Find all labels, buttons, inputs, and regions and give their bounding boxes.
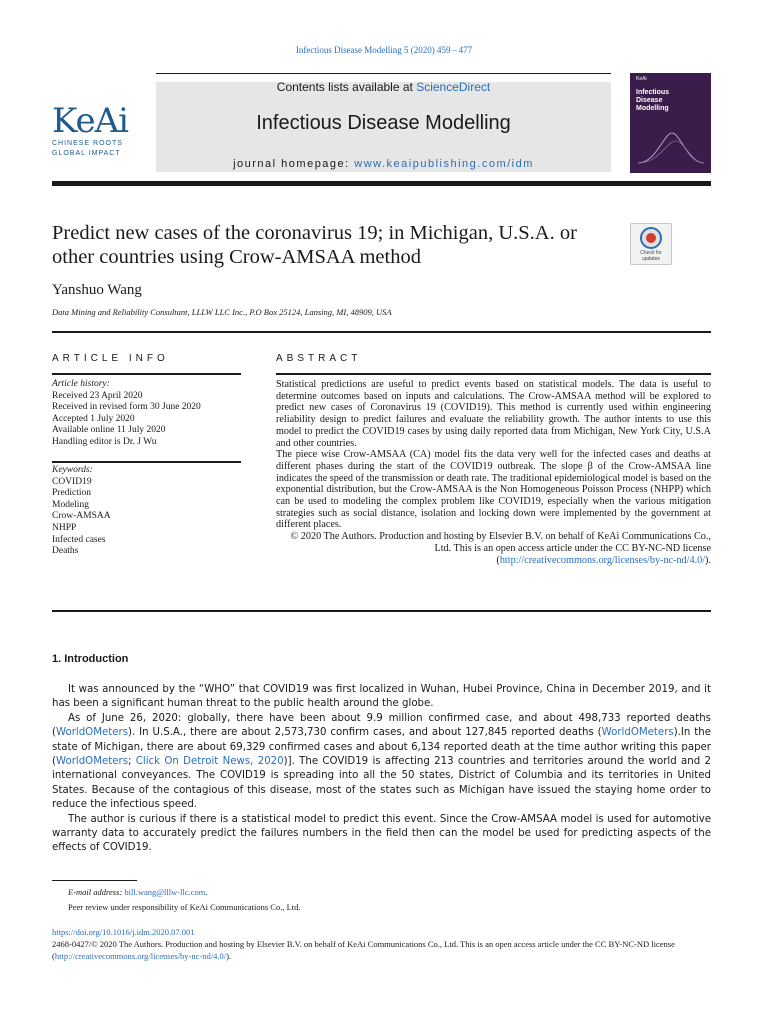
homepage-prefix: journal homepage: bbox=[233, 158, 355, 170]
masthead-top-rule bbox=[156, 73, 611, 74]
section-rule-top bbox=[52, 331, 711, 333]
article-title: Predict new cases of the coronavirus 19; in Michigan, U.S.A. or other countries using Crow-AMSAA method bbox=[52, 222, 577, 268]
journal-homepage bbox=[156, 158, 611, 170]
cover-title-line-1: Infectious bbox=[636, 89, 670, 96]
history-item: Handling editor is Dr. J Wu bbox=[52, 436, 157, 447]
logo-wordmark: KeAi bbox=[52, 101, 129, 141]
introduction-body bbox=[52, 683, 711, 856]
worldometers-link-2[interactable]: WorldOMeters bbox=[601, 727, 674, 739]
issn-text: 2468-0427/© 2020 The Authors. Production and hosting by Elsevier B.V. on behalf of KeAi Communications Co., Ltd. This is an open access article under the CC BY-NC-ND license ( bbox=[52, 939, 675, 961]
check-updates-icon bbox=[640, 227, 662, 249]
badge-text-line-1: Check for bbox=[640, 250, 662, 256]
p2-text-b: ). In U.S.A., there are about 2,573,730 confirm cases, and about 127,845 reported deaths ( bbox=[128, 727, 602, 739]
history-item: Available online 11 July 2020 bbox=[52, 425, 166, 436]
doi-link[interactable]: https://doi.org/10.1016/j.idm.2020.07.001 bbox=[52, 927, 195, 937]
author-name[interactable]: Yanshuo Wang bbox=[52, 282, 142, 298]
p2-text-d: ; bbox=[128, 756, 136, 768]
logo-tagline-1: CHINESE ROOTS bbox=[52, 140, 123, 147]
worldometers-link-1[interactable]: WorldOMeters bbox=[55, 727, 129, 739]
check-for-updates-badge[interactable] bbox=[630, 223, 672, 265]
journal-title: Infectious Disease Modelling bbox=[256, 112, 511, 134]
keyword-item: Crow-AMSAA bbox=[52, 511, 111, 522]
copyright-text: © 2020 The Authors. Production and hosting by Elsevier B.V. on behalf of KeAi Communications Co., Ltd. This is an open access article under the CC BY-NC-ND license bbox=[290, 531, 711, 554]
p2-text-c: ).In the state of Michigan, there are about 69,329 confirmed cases and about 6,134 reported death at the time author writing this paper ( bbox=[52, 727, 711, 768]
cover-title-line-3: Modelling bbox=[636, 105, 669, 112]
keyword-item: Deaths bbox=[52, 546, 79, 557]
abstract-body bbox=[276, 379, 711, 566]
detroit-news-link[interactable]: Click On Detroit News, 2020 bbox=[135, 756, 284, 768]
contents-prefix: Contents lists available at bbox=[276, 80, 417, 94]
worldometers-link-3[interactable]: WorldOMeters bbox=[55, 756, 129, 768]
history-label: Article history: bbox=[52, 379, 110, 389]
intro-paragraph-2 bbox=[52, 712, 711, 813]
article-info-rule bbox=[52, 373, 241, 375]
cover-title-line-2: Disease bbox=[636, 97, 663, 104]
email-link[interactable]: bill.wang@lllw-llc.com bbox=[124, 887, 206, 897]
abstract-copyright bbox=[276, 531, 711, 566]
cover-curve-graphic bbox=[636, 129, 706, 165]
keywords-label: Keywords: bbox=[52, 465, 93, 475]
license-open: ( bbox=[496, 554, 500, 566]
homepage-link[interactable]: www.keaipublishing.com/idm bbox=[354, 158, 534, 170]
p2-text-e: )]. The COVID19 is affecting 213 countries and territories around the world and 2 international conveyances. The COVID19 is spreading into all the 50 states, District of Columbia and its territories in United States. Because of the contagious of this disease, most of the states such as Michigan have issued the staying home order to reduce the infectious speed. bbox=[52, 756, 712, 811]
abstract-heading: ABSTRACT bbox=[276, 353, 362, 364]
history-item: Received 23 April 2020 bbox=[52, 390, 143, 401]
cover-title bbox=[636, 89, 706, 113]
p2-text-a: As of June 26, 2020: globally, there have been about 9.9 million confirmed case, and about 498,733 reported deaths ( bbox=[52, 712, 711, 739]
article-history bbox=[52, 379, 241, 449]
contents-line bbox=[156, 80, 611, 94]
abstract-rule bbox=[276, 373, 711, 375]
keai-logo bbox=[52, 101, 142, 158]
sciencedirect-link[interactable]: ScienceDirect bbox=[416, 80, 491, 94]
journal-cover[interactable] bbox=[630, 73, 711, 173]
keyword-item: COVID19 bbox=[52, 476, 92, 487]
badge-text-line-2: updates bbox=[642, 256, 660, 262]
cover-brand: KeAi bbox=[636, 76, 647, 82]
email-end: . bbox=[205, 887, 208, 897]
logo-tagline-2: GLOBAL IMPACT bbox=[52, 150, 121, 157]
intro-paragraph-1: It was announced by the “WHO” that COVID19 was first localized in Wuhan, Hubei Province, China in December 2019, and it has been a significant human threat to the public health around the globe. bbox=[52, 684, 711, 710]
section-rule-bottom bbox=[52, 610, 711, 612]
keywords-list bbox=[52, 465, 241, 558]
keyword-item: NHPP bbox=[52, 522, 77, 533]
keyword-item: Modeling bbox=[52, 499, 89, 510]
footer-license-close: ). bbox=[226, 951, 232, 961]
article-info-heading: ARTICLE INFO bbox=[52, 353, 169, 364]
footnote-rule bbox=[52, 880, 137, 881]
history-item: Received in revised form 30 June 2020 bbox=[52, 402, 201, 413]
keyword-item: Infected cases bbox=[52, 534, 106, 545]
email-footnote bbox=[68, 887, 208, 897]
header-thick-rule bbox=[52, 181, 711, 186]
footer-license-link[interactable]: http://creativecommons.org/licenses/by-nc-nd/4.0/ bbox=[54, 951, 227, 961]
intro-paragraph-3: The author is curious if there is a statistical model to predict this event. Since the Crow-AMSAA model is used for automotive warranty data to accurately predict the failures numbers in the field then can the model be used for predicting aspects of the effects of COVID19. bbox=[52, 813, 711, 854]
keyword-item: Prediction bbox=[52, 488, 92, 499]
running-header: Infectious Disease Modelling 5 (2020) 459 – 477 bbox=[295, 45, 473, 55]
license-link[interactable]: http://creativecommons.org/licenses/by-nc-nd/4.0/ bbox=[499, 554, 706, 566]
license-close: ). bbox=[705, 554, 711, 566]
email-label: E-mail address: bbox=[68, 887, 123, 897]
history-item: Accepted 1 July 2020 bbox=[52, 413, 135, 424]
author-affiliation: Data Mining and Reliability Consultant, LLLW LLC Inc., P.O Box 25124, Lansing, MI, 48909, USA bbox=[52, 307, 392, 317]
introduction-heading: 1. Introduction bbox=[52, 653, 129, 665]
keywords-rule bbox=[52, 461, 241, 463]
abstract-paragraph-2: The piece wise Crow-AMSAA (CA) model fits the data very well for the infected cases and deaths at different phases during the start of the COVID19 outbreak. The slope β of the Crow-AMSAA line indicates the speed of the transmission or death rate. The traditional epidemiological model is based on the exponential distribution, but the Crow-AMSAA is the Non Homogeneous Poisson Process (NHPP) which can be used to modeling the complex problem like COVID19, especially when the various mitigation strategies such as social distance, isolation and locking down were implemented by the government at different places. bbox=[276, 449, 711, 531]
peer-review-footnote: Peer review under responsibility of KeAi Communications Co., Ltd. bbox=[68, 902, 301, 912]
abstract-paragraph-1: Statistical predictions are useful to predict events based on statistical models. The data is useful to determine outcomes based on inputs and calculations. The Crow-AMSAA method will be explored to predict new cases of Coronavirus 19 (COVID19). This method is currently used within engineering reliability design to predict failures and evaluate the reliability growth. The author intents to use this model to predict the COVID19 cases by using daily reported data from Michigan, New York City, U.S.A and other countries. bbox=[276, 379, 711, 449]
issn-copyright bbox=[52, 938, 711, 962]
